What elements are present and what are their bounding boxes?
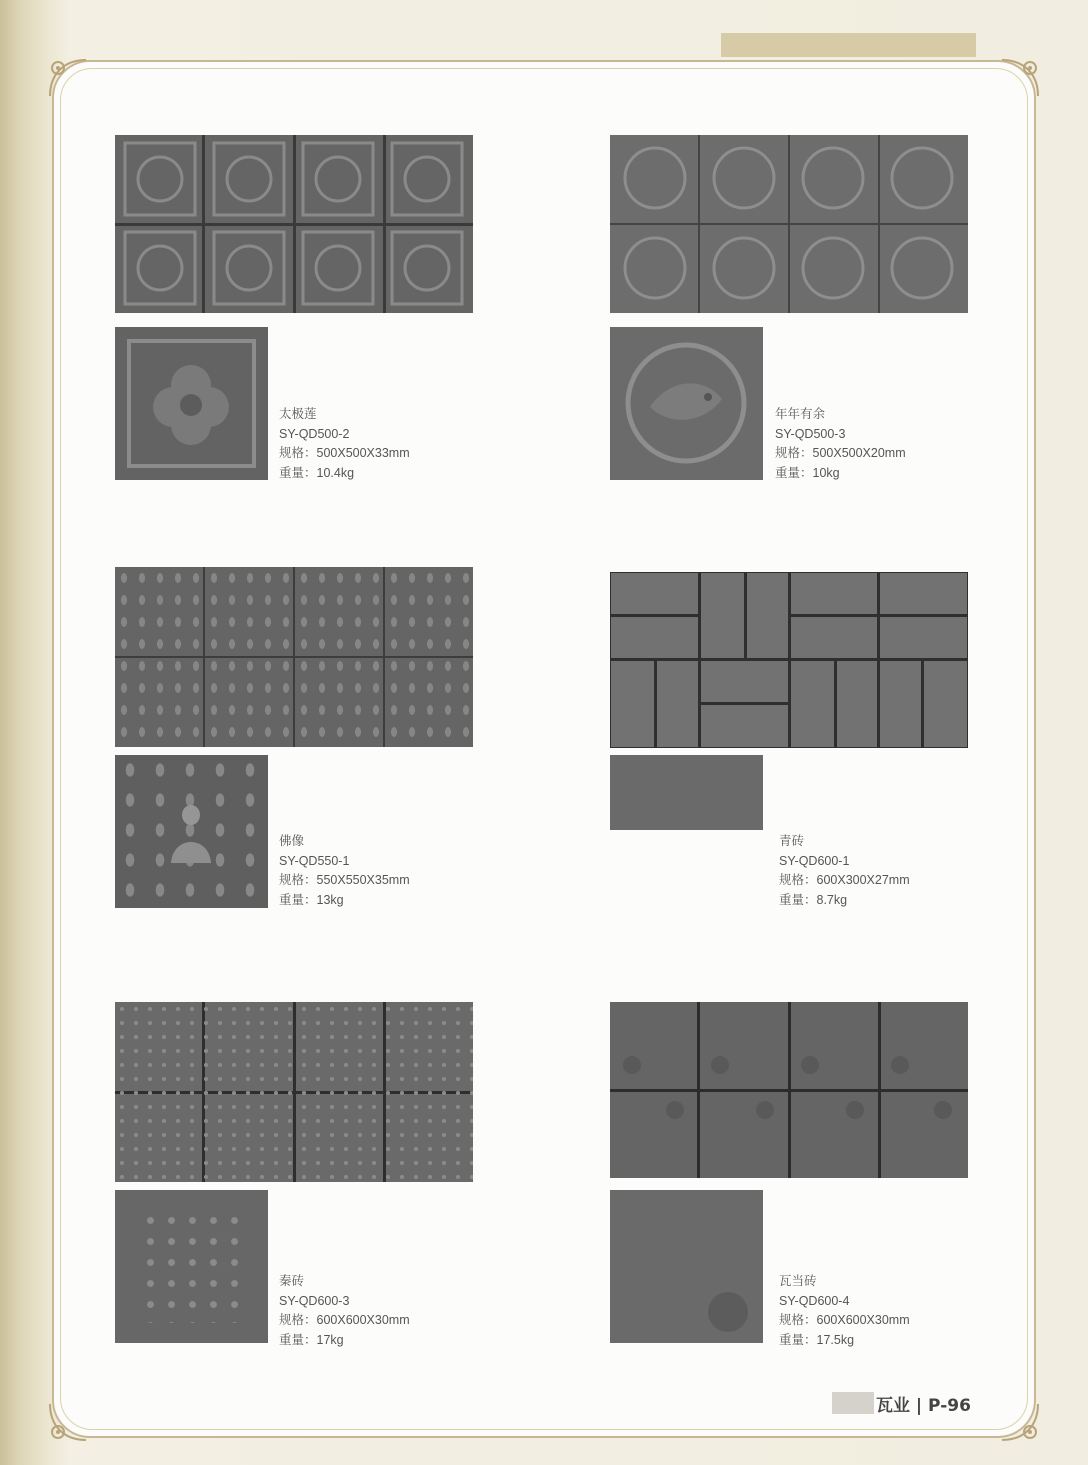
product-code: SY-QD550-1 [279, 853, 350, 868]
product-photo-lotus [115, 327, 268, 480]
product-caption [279, 1272, 410, 1350]
product-photo-brick [610, 755, 763, 830]
product-code: SY-QD500-2 [279, 426, 350, 441]
fish-medallion-icon [610, 135, 968, 313]
top-tab [721, 33, 976, 57]
corner-ornament-icon [46, 1400, 90, 1444]
product-spec: 规格：600X300X27mm [779, 873, 910, 887]
product-photo-wadang [610, 1190, 763, 1343]
product-photo-qin [115, 1190, 268, 1343]
dot-pattern [115, 1002, 473, 1182]
product-caption [779, 1272, 910, 1350]
product-caption [779, 832, 910, 910]
product-code: SY-QD600-1 [779, 853, 850, 868]
buddha-niche-pattern [115, 567, 473, 747]
product-code: SY-QD500-3 [775, 426, 846, 441]
product-name: 秦砖 [279, 1274, 305, 1288]
page-number: 瓦业 | P-96 [876, 1395, 971, 1416]
product-name: 青砖 [779, 834, 805, 848]
lotus-pattern-icon [115, 135, 473, 313]
footer-chip [832, 1392, 874, 1414]
product-weight: 重量：13kg [279, 892, 344, 907]
corner-ornament-icon [998, 1400, 1042, 1444]
product-photo-wadang-layout [610, 1002, 968, 1178]
product-weight: 重量：17.5kg [779, 1332, 855, 1347]
wadang-disc-icon [610, 1002, 968, 1178]
corner-ornament-icon [46, 56, 90, 100]
product-weight: 重量：10kg [775, 465, 840, 480]
product-photo-qin-layout [115, 1002, 473, 1182]
product-weight: 重量：17kg [279, 1332, 344, 1347]
product-spec: 规格：600X600X30mm [279, 1313, 410, 1327]
fish-tile-icon [610, 327, 763, 480]
product-name: 佛像 [279, 834, 305, 848]
wadang-disc-icon [610, 1190, 763, 1343]
product-photo-fish-layout [610, 135, 968, 313]
product-spec: 规格：500X500X20mm [775, 446, 906, 460]
product-caption [775, 405, 906, 483]
product-photo-buddha [115, 755, 268, 908]
dot-pattern [140, 1210, 243, 1323]
product-photo-fish [610, 327, 763, 480]
product-spec: 规格：600X600X30mm [779, 1313, 910, 1327]
product-name: 瓦当砖 [779, 1274, 817, 1288]
product-photo-buddha-layout [115, 567, 473, 747]
page-footer [832, 1390, 971, 1416]
product-caption [279, 832, 410, 910]
product-weight: 重量：10.4kg [279, 465, 355, 480]
product-name: 太极莲 [279, 407, 317, 421]
product-weight: 重量：8.7kg [779, 892, 848, 907]
product-name: 年年有余 [775, 407, 826, 421]
product-caption [279, 405, 410, 483]
product-code: SY-QD600-3 [279, 1293, 350, 1308]
product-photo-brick-layout [610, 572, 968, 748]
buddha-figure-icon [115, 755, 268, 908]
corner-ornament-icon [998, 56, 1042, 100]
lotus-tile-icon [115, 327, 268, 480]
brick-pattern-icon [610, 572, 968, 748]
product-photo-lotus-layout [115, 135, 473, 313]
product-code: SY-QD600-4 [779, 1293, 850, 1308]
product-spec: 规格：500X500X33mm [279, 446, 410, 460]
product-spec: 规格：550X550X35mm [279, 873, 410, 887]
